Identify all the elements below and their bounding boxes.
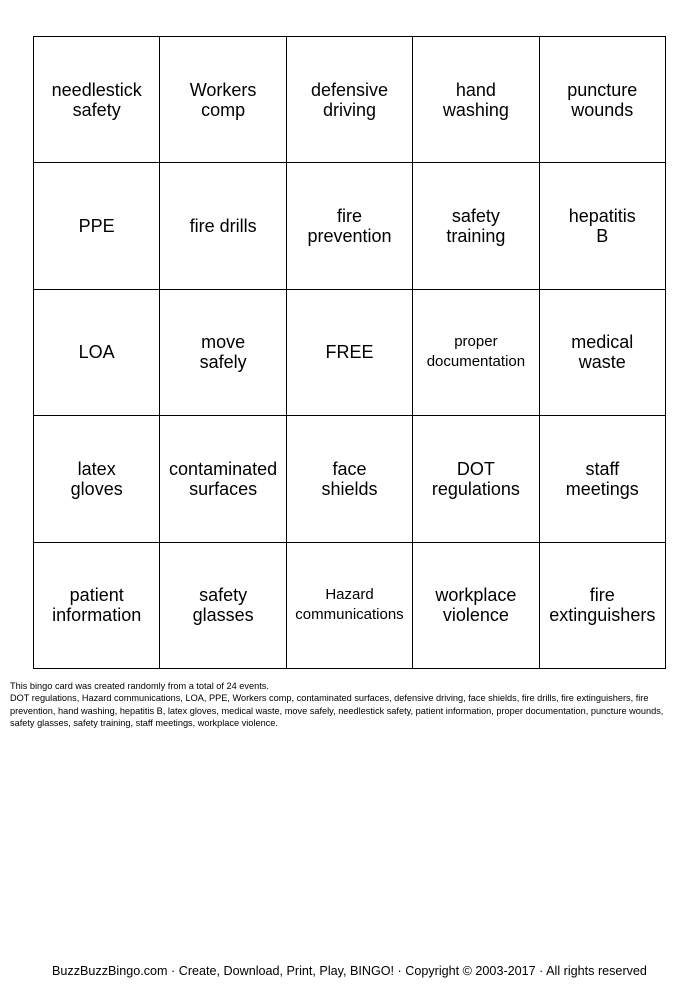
bingo-cell-label: PPE xyxy=(78,216,115,237)
bingo-cell xyxy=(540,37,666,163)
bingo-cell-label: contaminated surfaces xyxy=(169,458,278,499)
bingo-cell-label: move safely xyxy=(199,332,247,373)
bingo-cell-label: safety training xyxy=(446,206,506,247)
bingo-cell xyxy=(34,37,160,163)
bingo-cell xyxy=(540,290,666,416)
bingo-cell-label: fire prevention xyxy=(307,206,392,247)
bingo-free-label: FREE xyxy=(325,342,374,363)
bingo-cell-label: fire extinguishers xyxy=(549,585,656,626)
page-footer: BuzzBuzzBingo.com · Create, Download, Print, Play, BINGO! · Copyright © 2003-2017 · All rights reserved xyxy=(52,964,647,978)
events-list: DOT regulations, Hazard communications, LOA, PPE, Workers comp, contaminated surfaces, defensive driving, face shields, fire drills, fire extinguishers, fire prevention, hand washing, hepatitis B, latex gloves, medical waste, move safely, needlestick safety, patient information, proper documentation, puncture wounds, safety glasses, safety training, staff meetings, workplace violence. xyxy=(10,693,664,729)
bingo-cell-label: hand washing xyxy=(442,79,509,120)
bingo-cell-label: needlestick safety xyxy=(51,79,142,120)
bingo-cell-label: workplace violence xyxy=(435,585,517,626)
bingo-cell-label: defensive driving xyxy=(310,79,389,120)
bingo-cell-label: puncture wounds xyxy=(567,79,638,120)
bingo-cell xyxy=(287,543,413,669)
bingo-cell-label: safety glasses xyxy=(192,585,254,626)
bingo-cell xyxy=(160,37,286,163)
bingo-cell-label: staff meetings xyxy=(565,458,639,499)
bingo-cell-label: Hazard communications xyxy=(295,586,404,624)
bingo-cell-label: latex gloves xyxy=(70,458,123,499)
bingo-cell xyxy=(413,543,539,669)
bingo-cell xyxy=(413,416,539,542)
bingo-cell-label: LOA xyxy=(78,342,115,363)
bingo-cell xyxy=(160,290,286,416)
bingo-card-grid xyxy=(33,36,666,669)
bingo-cell xyxy=(540,416,666,542)
bingo-cell-label: patient information xyxy=(52,585,142,626)
bingo-cell-label: face shields xyxy=(321,458,378,499)
bingo-cell xyxy=(413,163,539,289)
bingo-cell-label: DOT regulations xyxy=(431,458,520,499)
bingo-cell-label: medical waste xyxy=(571,332,634,373)
bingo-cell xyxy=(160,163,286,289)
created-note: This bingo card was created randomly from a total of 24 events. xyxy=(10,681,269,691)
bingo-cell-label: fire drills xyxy=(189,216,257,237)
bingo-cell-label: proper documentation xyxy=(426,333,526,371)
bingo-cell xyxy=(34,543,160,669)
bingo-cell xyxy=(160,416,286,542)
card-info-note xyxy=(10,680,690,730)
bingo-cell-label: hepatitis B xyxy=(568,206,636,247)
bingo-cell xyxy=(287,163,413,289)
bingo-free-cell xyxy=(287,290,413,416)
bingo-cell xyxy=(160,543,286,669)
bingo-cell xyxy=(540,543,666,669)
bingo-cell xyxy=(413,290,539,416)
bingo-cell xyxy=(34,290,160,416)
bingo-cell xyxy=(413,37,539,163)
bingo-cell xyxy=(34,163,160,289)
bingo-cell xyxy=(287,416,413,542)
bingo-cell xyxy=(540,163,666,289)
bingo-cell-label: Workers comp xyxy=(189,79,257,120)
bingo-cell xyxy=(34,416,160,542)
bingo-cell xyxy=(287,37,413,163)
